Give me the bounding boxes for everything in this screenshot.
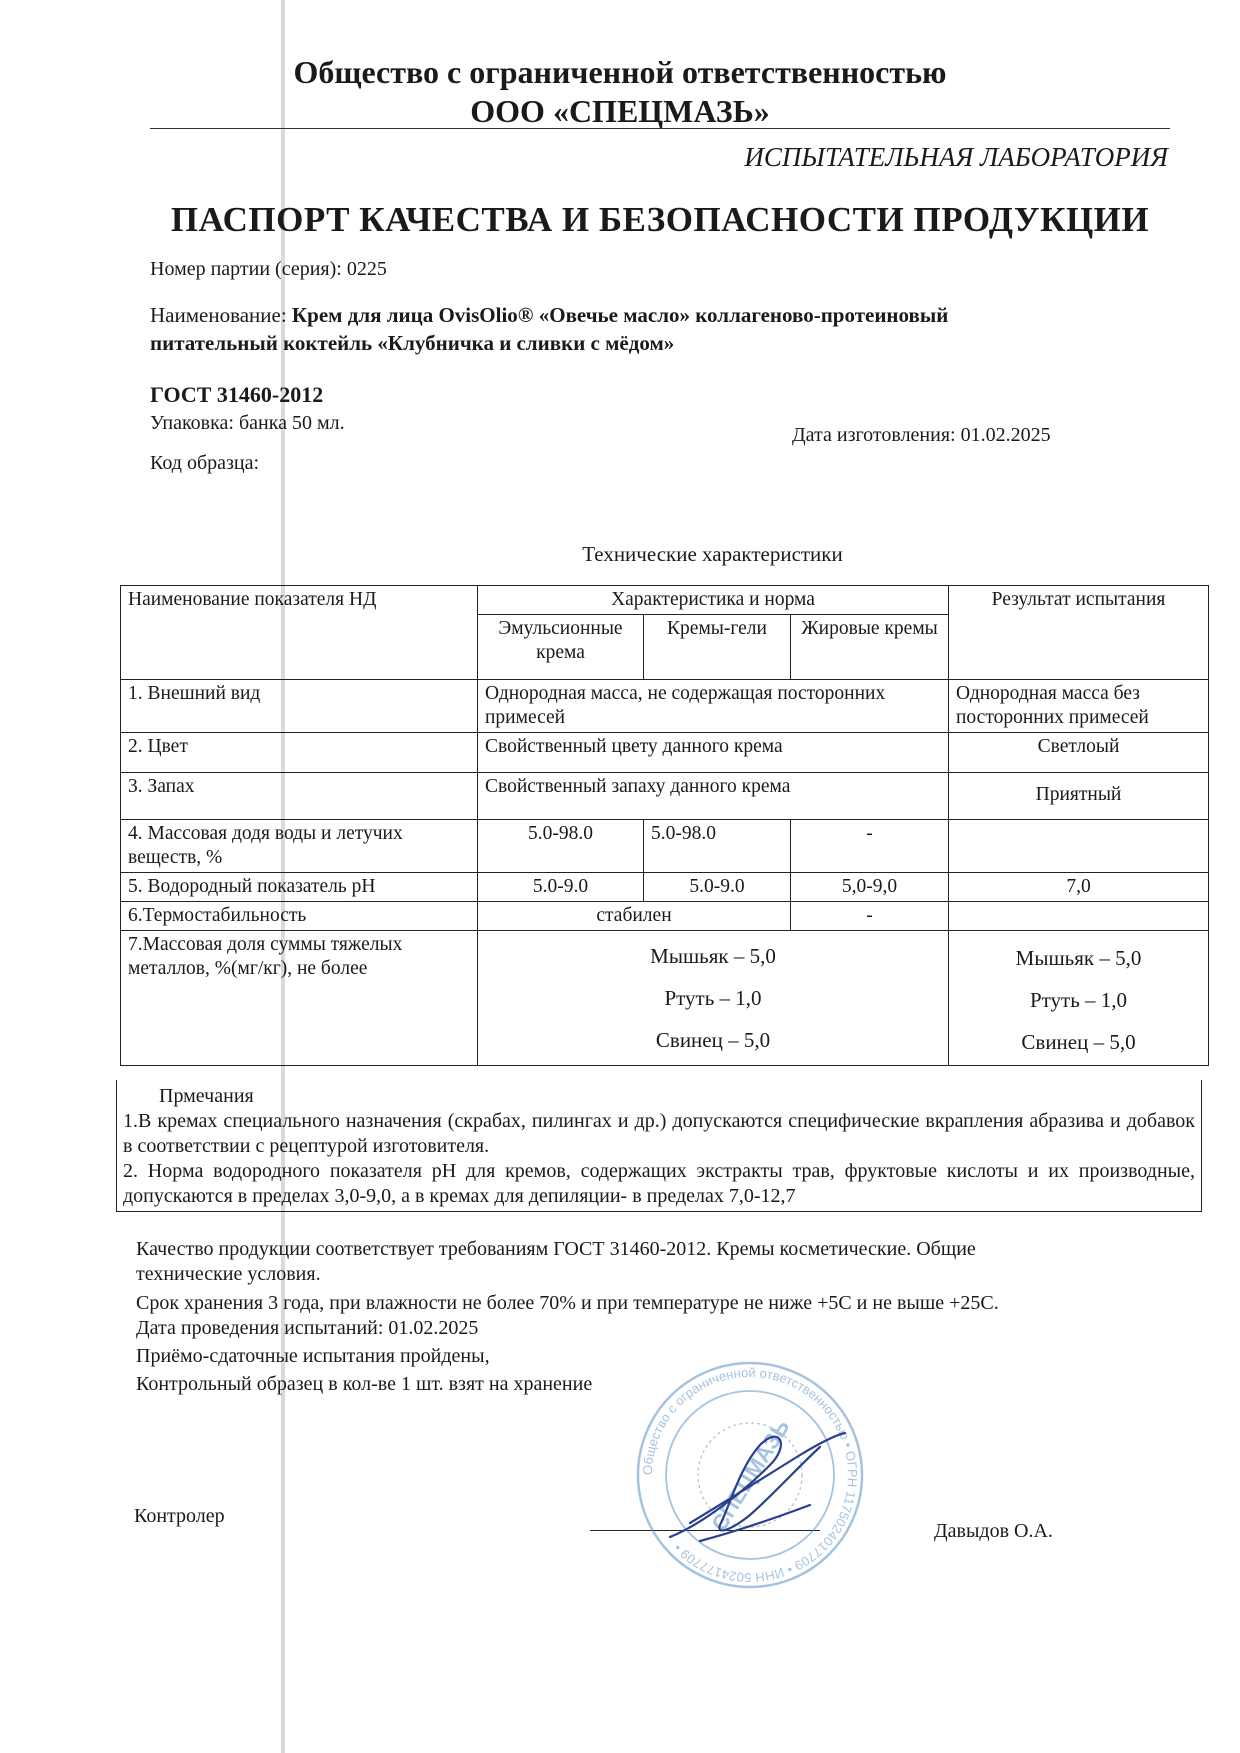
row-label: 4. Массовая додя воды и летучих веществ, % [121,820,478,873]
norm-lead: Свинец – 5,0 [655,1028,771,1052]
seal-center-text: СПЕЦМАЗЬ [706,1415,795,1536]
test-date: Дата проведения испытаний: 01.02.2025 [136,1317,479,1339]
table-row [121,931,1209,1066]
lab-name: ИСПЫТАТЕЛЬНАЯ ЛАБОРАТОРИЯ [744,142,1168,172]
quality-statement-1: Качество продукции соответствует требованиям ГОСТ 31460-2012. Кремы косметические. Общие [136,1238,976,1260]
row-norm: Свойственный запаху данного крема [478,773,949,820]
sample-code: Код образца: [150,452,260,474]
product-name-label: Наименование: [150,303,292,327]
table-row [121,902,1209,931]
row-norm: Свойственный цвету данного крема [478,733,949,773]
header-emulsion: Эмульсионные крема [478,615,644,680]
product-name-value-1: Крем для лица OvisOlio® «Овечье масло» коллагеново-протеиновый [291,303,949,327]
notes-title: Прмечания [159,1085,254,1107]
row-fat: - [791,902,949,931]
row-result: Однородная масса без посторонних примесей [949,680,1209,733]
row-gel: 5.0-98.0 [644,820,791,873]
header-indicator: Наименование показателя НД [121,586,478,680]
header-norm: Характеристика и норма [478,586,949,615]
header-gel: Кремы-гели [644,615,791,680]
table-header-row [121,586,1209,615]
row-label: 1. Внешний вид [121,680,478,733]
product-name [150,302,948,328]
table-row [121,680,1209,733]
norm-arsenic: Мышьяк – 5,0 [650,944,776,968]
row-result [949,902,1209,931]
spec-table [120,585,1209,1066]
row-label: 6.Термостабильность [121,902,478,931]
signatory-name: Давыдов О.А. [934,1520,1053,1542]
row-norm-metals [478,931,949,1066]
row-result-metals [949,931,1209,1066]
table-row [121,733,1209,773]
acceptance-note: Приёмо-сдаточные испытания пройдены, [136,1345,490,1367]
row-result [949,820,1209,873]
org-title: Общество с ограниченной ответственностью [293,54,947,90]
header-rule [150,128,1170,129]
storage-terms: Срок хранения 3 года, при влажности не более 70% и при температуре не ниже +5С и не выше +25С. [136,1292,999,1314]
row-result: 7,0 [949,873,1209,902]
gost-standard: ГОСТ 31460-2012 [150,382,324,407]
result-mercury: Ртуть – 1,0 [1029,988,1128,1012]
row-emulsion: 5.0-98.0 [478,820,644,873]
table-caption: Технические характеристики [582,542,843,566]
header-result: Результат испытания [949,586,1209,680]
table-row [121,820,1209,873]
header-fat: Жировые кремы [791,615,949,680]
row-label: 7.Массовая доля суммы тяжелых металлов, %(мг/кг), не более [121,931,478,1066]
row-result: Приятный [949,773,1209,820]
row-label: 5. Водородный показатель pH [121,873,478,902]
manufacture-date: Дата изготовления: 01.02.2025 [792,424,1051,446]
row-norm: Однородная масса, не содержащая посторонних примесей [478,680,949,733]
company-seal [630,1355,870,1595]
row-result: Светлоый [949,733,1209,773]
norm-mercury: Ртуть – 1,0 [664,986,762,1010]
row-label: 2. Цвет [121,733,478,773]
row-fat: - [791,820,949,873]
result-arsenic: Мышьяк – 5,0 [1015,946,1142,970]
table-row [121,773,1209,820]
row-emulsion: 5.0-9.0 [478,873,644,902]
batch-number: Номер партии (серия): 0225 [150,258,387,280]
document-title: ПАСПОРТ КАЧЕСТВА И БЕЗОПАСНОСТИ ПРОДУКЦИИ [170,200,1150,239]
control-sample-note: Контрольный образец в кол-ве 1 шт. взят на хранение [136,1373,593,1395]
row-emul-gel: стабилен [478,902,791,931]
table-row [121,873,1209,902]
notes-box [116,1080,1202,1212]
note-item-2: 2. Норма водородного показателя pH для кремов, содержащих экстракты трав, фруктовые кислоты и их производные, допускаются в пределах 3,0-9,0, а в кремах для депиляции- в пределах 7,0-12,7 [123,1160,1195,1207]
quality-statement-2: технические условия. [136,1263,321,1285]
signature-role: Контролер [134,1505,225,1527]
row-gel: 5.0-9.0 [644,873,791,902]
org-name: ООО «СПЕЦМАЗЬ» [470,93,770,129]
seal-ring-textpath: Общество с ограниченной ответственностью • ОГРН 1175024017709 • ИНН 5024177709 • [639,1364,861,1586]
package: Упаковка: банка 50 мл. [150,412,345,434]
product-name-value-2: питательный коктейль «Клубничка и сливки с мёдом» [150,331,675,355]
row-fat: 5,0-9,0 [791,873,949,902]
row-label: 3. Запах [121,773,478,820]
note-item-1: 1.В кремах специального назначения (скрабах, пилингах и др.) допускаются специфические вкрапления абразива и добавок в соответствии с рецептурой изготовителя. [123,1110,1195,1157]
result-lead: Свинец – 5,0 [1021,1030,1136,1054]
